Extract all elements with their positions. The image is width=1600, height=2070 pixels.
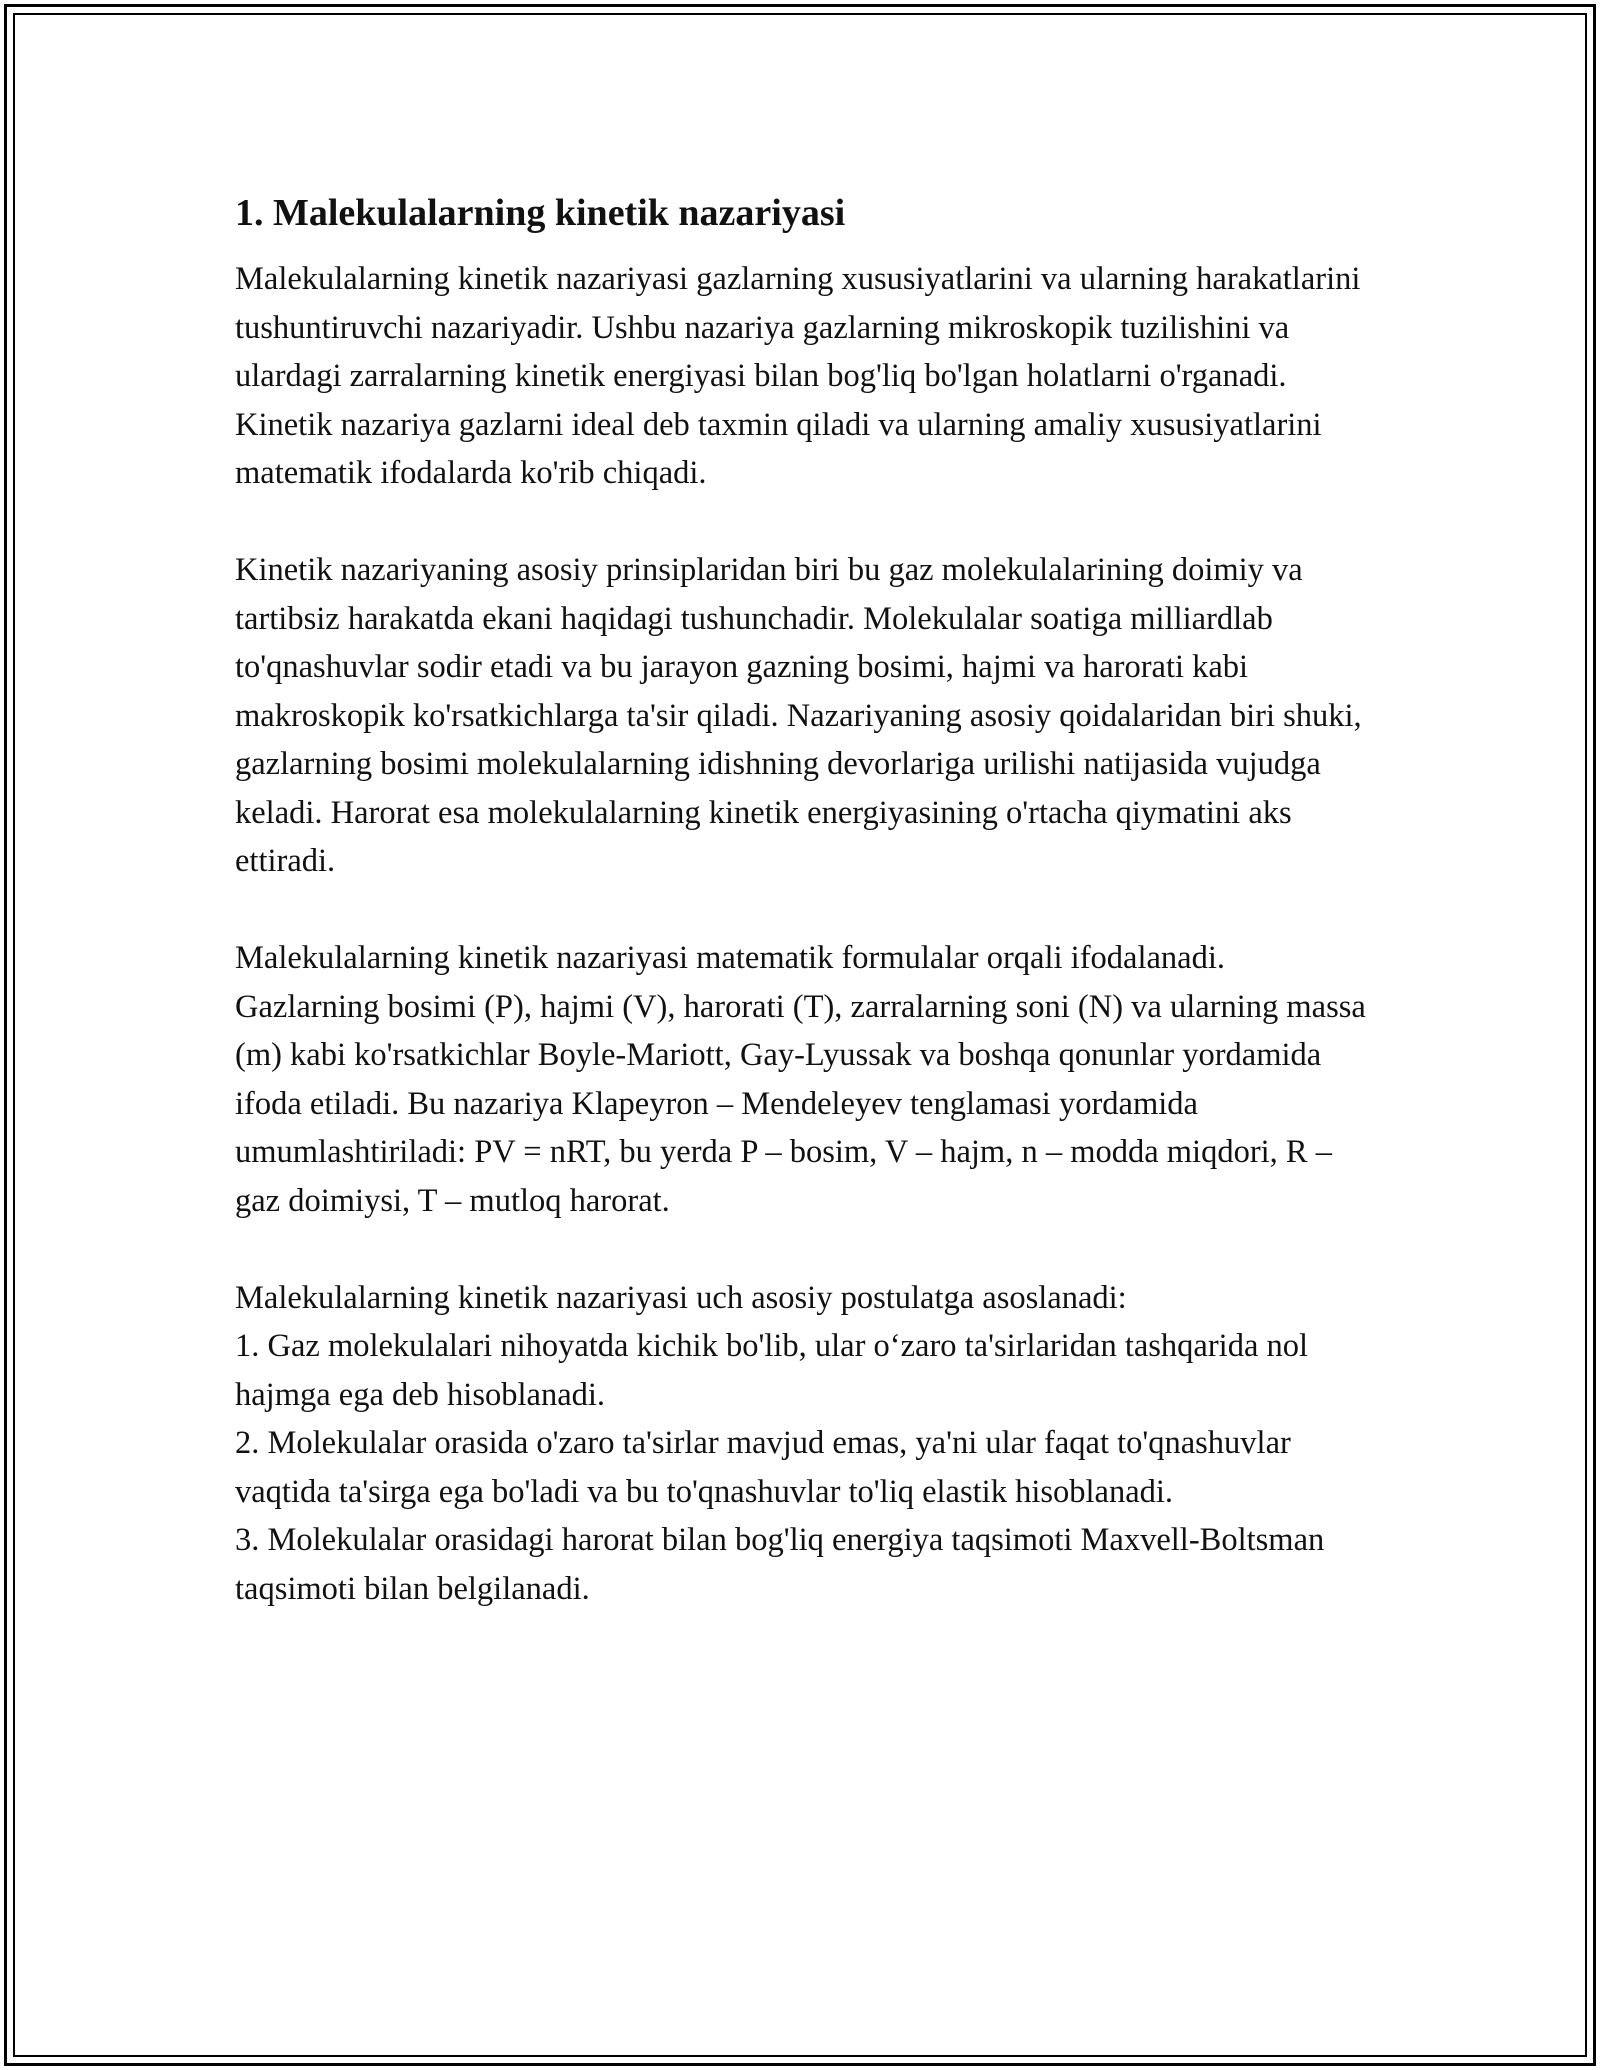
paragraph-principles: Kinetik nazariyaning asosiy prinsiplaridan biri bu gaz molekulalarining doimiy va tartibsiz harakatda ekani haqidagi tushunchadir. Molekulalar soatiga milliardlab to'qnashuvlar sodir etadi va bu jarayon gazning bosimi, hajmi va harorati kabi makroskopik ko'rsatkichlarga ta'sir qiladi. Nazariyaning asosiy qoidalaridan biri shuki, gazlarning bosimi molekulalarning idishning devorlariga urilishi natijasida vujudga keladi. Harorat esa molekulalarning kinetik energiyasining o'rtacha qiymatini aks ettiradi. bbox=[235, 552, 1362, 879]
paragraph-intro: Malekulalarning kinetik nazariyasi gazlarning xususiyatlarini va ularning harakatlarini tushuntiruvchi nazariyadir. Ushbu nazariya gazlarning mikroskopik tuzilishini va ulardagi zarralarning kinetik energiyasi bilan bog'liq bo'lgan holatlarni o'rganadi. Kinetik nazariya gazlarni ideal deb taxmin qiladi va ularning amaliy xususiyatlarini matematik ifodalarda ko'rib chiqadi. bbox=[235, 261, 1361, 491]
paragraph-formulas: Malekulalarning kinetik nazariyasi matematik formulalar orqali ifodalanadi. Gazlarning bosimi (P), hajmi (V), harorati (T), zarralarning soni (N) va ularning massa (m) kabi ko'rsatkichlar Boyle-Mariott, Gay-Lyussak va boshqa qonunlar yordamida ifoda etiladi. Bu nazariya Klapeyron – Mendeleyev tenglamasi yordamida umumlashtiriladi: PV = nRT, bu yerda P – bosim, V – hajm, n – modda miqdori, R – gaz doimiysi, T – mutloq harorat. bbox=[235, 940, 1366, 1219]
document-body bbox=[235, 185, 1370, 1613]
postulates-list bbox=[235, 1274, 1370, 1614]
list-item: 2. Molekulalar orasida o'zaro ta'sirlar mavjud emas, ya'ni ular faqat to'qnashuvlar vaqtida ta'sirga ega bo'ladi va bu to'qnashuvlar to'liq elastik hisoblanadi. bbox=[235, 1425, 1291, 1510]
list-item: 3. Molekulalar orasidagi harorat bilan bog'liq energiya taqsimoti Maxvell-Boltsman taqsimoti bilan belgilanadi. bbox=[235, 1522, 1325, 1607]
section-heading: 1. Malekulalarning kinetik nazariyasi bbox=[235, 192, 846, 234]
list-item: 1. Gaz molekulalari nihoyatda kichik bo'lib, ular o‘zaro ta'sirlaridan tashqarida nol hajmga ega deb hisoblanadi. bbox=[235, 1328, 1309, 1413]
list-intro: Malekulalarning kinetik nazariyasi uch asosiy postulatga asoslanadi: bbox=[235, 1279, 1127, 1316]
